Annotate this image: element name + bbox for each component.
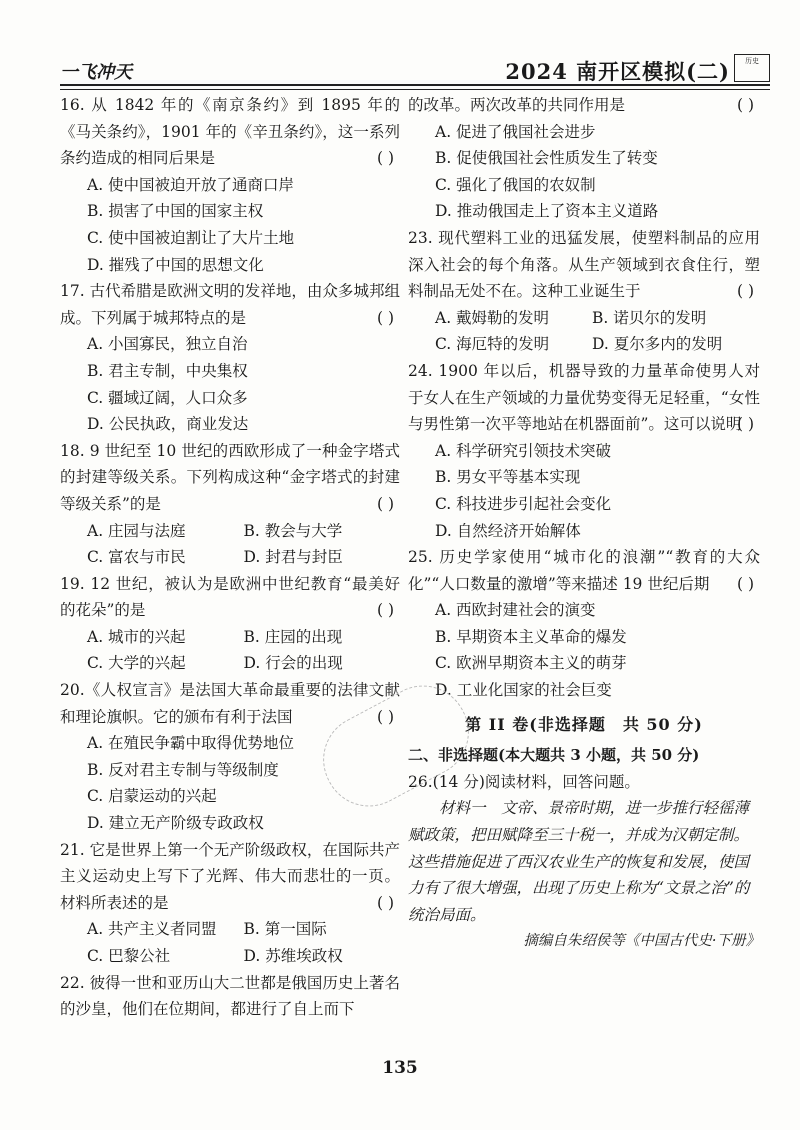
option: B. 君主专制，中央集权 — [87, 361, 248, 380]
question-item — [408, 225, 760, 358]
question-stem: 21. 它是世界上第一个无产阶级政权，在国际共产主义运动史上写下了光辉、伟大而悲壮的一页。材料所表述的是 — [60, 840, 400, 912]
question-item — [60, 571, 400, 677]
question-item — [60, 837, 400, 970]
option: B. 促使俄国社会性质发生了转变 — [435, 149, 658, 168]
subject-box: 历史 — [734, 54, 770, 82]
question-stem: 22. 彼得一世和亚历山大二世都是俄国历史上著名的沙皇，他们在位期间，都进行了自上而下 — [60, 973, 400, 1019]
left-column — [60, 92, 400, 1023]
right-column — [408, 92, 760, 955]
option: A. 使中国被迫开放了通商口岸 — [87, 175, 295, 194]
option: D. 建立无产阶级专政政权 — [87, 814, 264, 833]
option: D. 推动俄国走上了资本主义道路 — [435, 202, 659, 221]
answer-bracket: ( ) — [736, 574, 754, 593]
option: A. 在殖民争霸中取得优势地位 — [87, 734, 295, 753]
question-stem: 23. 现代塑料工业的迅猛发展，使塑料制品的应用深入社会的每个角落。从生产领域到衣食住行，塑料制品无处不在。这种工业诞生于 — [408, 228, 760, 301]
question-item — [60, 970, 400, 1023]
option: B. 庄园的出现 — [243, 627, 343, 646]
option: A. 戴姆勒的发明 — [435, 308, 550, 327]
option: A. 西欧封建社会的演变 — [435, 601, 596, 620]
question-stem: 17. 古代希腊是欧洲文明的发祥地，由众多城邦组成。下列属于城邦特点的是 — [60, 282, 400, 327]
right-questions — [408, 92, 760, 704]
option: D. 苏维埃政权 — [243, 947, 343, 965]
option: B. 损害了中国的国家主权 — [87, 202, 264, 221]
header-rule-thin — [60, 89, 770, 90]
option: C. 富农与市民 — [87, 548, 186, 567]
answer-bracket: ( ) — [376, 893, 394, 912]
option: D. 工业化国家的社会巨变 — [435, 681, 612, 700]
option: B. 早期资本主义革命的爆发 — [435, 627, 627, 646]
page-number: 135 — [382, 1058, 418, 1078]
answer-bracket: ( ) — [376, 601, 394, 620]
option-row — [60, 518, 400, 545]
answer-bracket: ( ) — [376, 149, 394, 168]
question-item — [408, 358, 760, 544]
option: B. 诺贝尔的发明 — [592, 308, 707, 327]
answer-bracket: ( ) — [376, 308, 394, 327]
option: C. 大学的兴起 — [87, 654, 186, 673]
option-row — [60, 624, 400, 651]
option-row — [60, 916, 400, 943]
exam-title: 2024 南开区模拟(二) — [505, 59, 730, 84]
question-item — [60, 92, 400, 278]
option: C. 使中国被迫割让了大片土地 — [87, 228, 295, 247]
option: B. 教会与大学 — [243, 521, 343, 540]
option: C. 巴黎公社 — [87, 947, 171, 965]
question-stem: 25. 历史学家使用“城市化的浪潮”“教育的大众化”“人口数量的激增”等来描述 19 世纪后期 — [408, 548, 760, 593]
question-stem: 16. 从 1842 年的《南京条约》到 1895 年的《马关条约》，1901 年的《辛丑条约》，这一系列条约造成的相同后果是 — [60, 96, 400, 168]
option: D. 自然经济开始解体 — [435, 521, 581, 540]
option: D. 摧残了中国的思想文化 — [87, 255, 264, 274]
option-row — [408, 305, 760, 332]
option: A. 科学研究引领技术突破 — [435, 441, 612, 460]
option: C. 欧洲早期资本主义的萌芽 — [435, 654, 627, 673]
option: A. 城市的兴起 — [87, 627, 186, 646]
q26-material: 材料一 文帝、景帝时期，进一步推行轻徭薄赋政策，把田赋降至三十税一，并成为汉朝定制。这些措施促进了西汉农业生产的恢复和发展，使国力有了很大增强，出现了历史上称为“文景之治”的统治局面。 — [408, 799, 750, 924]
question-stem: 19. 12 世纪，被认为是欧洲中世纪教育“最美好的花朵”的是 — [60, 574, 400, 620]
option: C. 疆域辽阔，人口众多 — [87, 388, 248, 407]
option-row — [60, 943, 400, 970]
option: C. 启蒙运动的兴起 — [87, 787, 217, 806]
section-2-title: 第 II 卷(非选择题 共 50 分) — [465, 714, 703, 734]
section-2-subtitle: 二、非选择题(本大题共 3 小题，共 50 分) — [408, 746, 700, 765]
option: B. 第一国际 — [243, 920, 327, 939]
option: D. 行会的出现 — [243, 654, 343, 673]
option-row — [60, 650, 400, 677]
question-item — [60, 438, 400, 571]
option: C. 海厄特的发明 — [435, 335, 550, 354]
question-stem: 的改革。两次改革的共同作用是 — [408, 96, 626, 114]
option: A. 促进了俄国社会进步 — [435, 122, 596, 141]
q26-source: 摘编自朱绍侯等《中国古代史·下册》 — [523, 933, 760, 950]
option: D. 夏尔多内的发明 — [592, 335, 723, 354]
option: B. 反对君主专制与等级制度 — [87, 760, 279, 779]
page-header — [60, 52, 770, 86]
question-item — [60, 278, 400, 438]
q26-stem: 26.(14 分)阅读材料，回答问题。 — [408, 772, 640, 791]
option-row — [408, 331, 760, 358]
answer-bracket: ( ) — [736, 415, 754, 434]
option-row — [60, 544, 400, 571]
answer-bracket: ( ) — [736, 96, 754, 114]
option: C. 科技进步引起社会变化 — [435, 494, 612, 513]
brand-logo: 一飞冲天 — [60, 62, 132, 83]
option: B. 男女平等基本实现 — [435, 468, 581, 487]
question-item — [408, 544, 760, 704]
option: D. 封君与封臣 — [243, 548, 343, 567]
answer-bracket: ( ) — [376, 707, 394, 726]
option: A. 庄园与法庭 — [87, 521, 186, 540]
question-stem: 20.《人权宣言》是法国大革命最重要的法律文献和理论旗帜。它的颁布有利于法国 — [60, 681, 400, 726]
answer-bracket: ( ) — [736, 282, 754, 301]
question-stem: 24. 1900 年以后，机器导致的力量革命使男人对于女人在生产领域的力量优势变得无足轻重，“女性与男性第一次平等地站在机器面前”。这可以说明 — [408, 361, 760, 434]
option: A. 小国寡民，独立自治 — [87, 335, 248, 354]
question-item — [408, 92, 760, 225]
header-rule — [60, 84, 770, 86]
question-stem: 18. 9 世纪至 10 世纪的西欧形成了一种金字塔式的封建等级关系。下列构成这种“金字塔式的封建等级关系”的是 — [60, 441, 400, 513]
answer-bracket: ( ) — [376, 494, 394, 513]
option: C. 强化了俄国的农奴制 — [435, 175, 596, 194]
option: A. 共产主义者同盟 — [87, 920, 217, 939]
option: D. 公民执政，商业发达 — [87, 415, 249, 434]
